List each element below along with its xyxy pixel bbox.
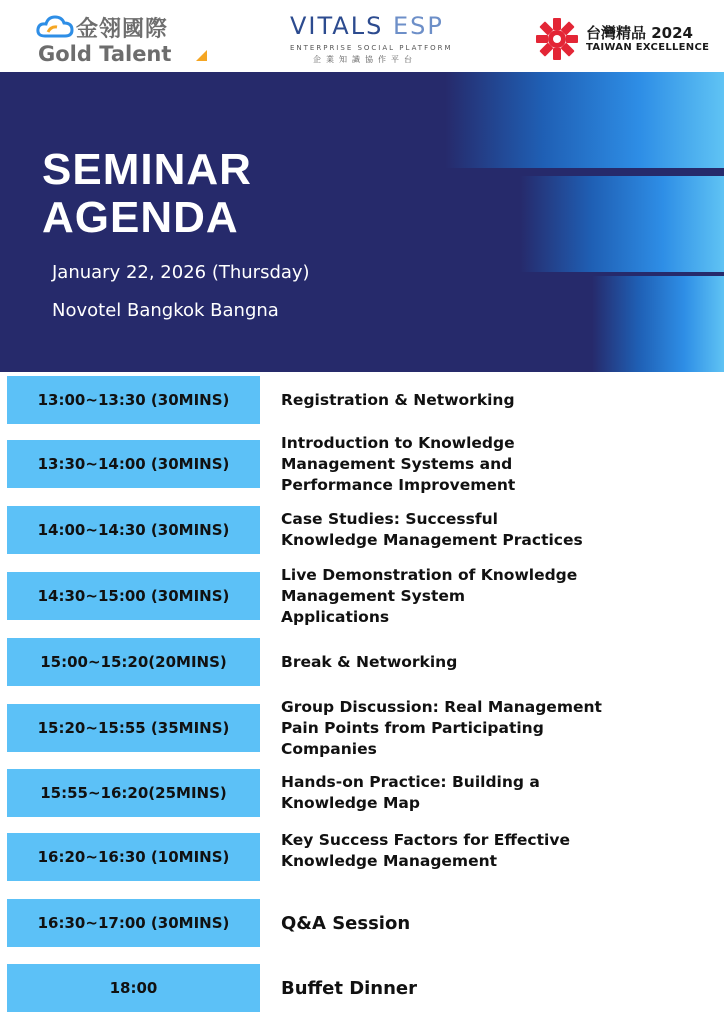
- title-line-1: SEMINAR: [42, 145, 252, 194]
- title-line-2: AGENDA: [42, 193, 239, 242]
- vitals-tagline: ENTERPRISE SOCIAL PLATFORM: [290, 44, 453, 52]
- taiwan-excellence-line1: 台灣精品 2024: [586, 24, 693, 42]
- agenda-time: 16:30~17:00 (30MINS): [7, 899, 260, 947]
- agenda-time: 13:30~14:00 (30MINS): [7, 440, 260, 488]
- agenda-line: Knowledge Management: [281, 852, 498, 870]
- agenda-time: 16:20~16:30 (10MINS): [7, 833, 260, 881]
- agenda-time: 18:00: [7, 964, 260, 1012]
- agenda-description: [281, 694, 681, 762]
- agenda-time: 14:30~15:00 (30MINS): [7, 572, 260, 620]
- taiwan-excellence-line2: TAIWAN EXCELLENCE: [586, 42, 710, 53]
- agenda-time: 15:55~16:20(25MINS): [7, 769, 260, 817]
- agenda-line: Knowledge Management Practices: [281, 531, 583, 549]
- agenda-line: Buffet Dinner: [281, 977, 418, 999]
- agenda-time: 15:00~15:20(20MINS): [7, 638, 260, 686]
- agenda-line: Introduction to Knowledge: [281, 433, 515, 452]
- taiwan-excellence-mark-icon: [534, 16, 580, 62]
- hero-banner: [0, 72, 724, 372]
- vitals-brand-main: VITALS: [290, 12, 384, 40]
- agenda-line: Applications: [281, 607, 390, 626]
- hero-stripe-bottom: [592, 276, 724, 372]
- vitals-brand: [290, 12, 444, 40]
- header-logo-bar: [0, 0, 724, 72]
- cloud-icon: [36, 14, 74, 40]
- gold-triangle-icon: [196, 50, 207, 61]
- agenda-line: Group Discussion: Real Management: [281, 697, 602, 716]
- agenda-line: Live Demonstration of Knowledge: [281, 565, 578, 584]
- agenda-description: [281, 899, 681, 947]
- event-venue: Novotel Bangkok Bangna: [52, 300, 279, 321]
- agenda-time: 14:00~14:30 (30MINS): [7, 506, 260, 554]
- vitals-tagline-cn: 企業知識協作平台: [313, 55, 417, 64]
- agenda-description: [281, 506, 681, 554]
- agenda-line: Break & Networking: [281, 652, 458, 671]
- agenda-description: [281, 430, 681, 498]
- agenda-line: Key Success Factors for Effective: [281, 831, 570, 849]
- hero-stripe-top: [445, 72, 724, 168]
- agenda-description: [281, 562, 681, 630]
- agenda-line: Management Systems and: [281, 454, 513, 473]
- agenda-line: Q&A Session: [281, 912, 411, 934]
- agenda-line: Registration & Networking: [281, 390, 515, 409]
- vitals-esp-logo: [290, 12, 453, 65]
- gold-talent-chinese: 金翎國際: [76, 17, 169, 42]
- agenda-description: [281, 964, 681, 1012]
- agenda-line: Knowledge Map: [281, 794, 420, 812]
- agenda-description: [281, 638, 681, 686]
- agenda-line: Hands-on Practice: Building a: [281, 773, 540, 791]
- page-title: [42, 146, 252, 242]
- vitals-brand-suffix: ESP: [392, 12, 444, 40]
- agenda-line: Case Studies: Successful: [281, 510, 498, 528]
- gold-talent-english: Gold Talent: [38, 42, 172, 66]
- agenda-description: [281, 769, 681, 817]
- agenda-time: 13:00~13:30 (30MINS): [7, 376, 260, 424]
- agenda-time: 15:20~15:55 (35MINS): [7, 704, 260, 752]
- agenda-line: Companies: [281, 739, 377, 758]
- agenda-line: Performance Improvement: [281, 475, 516, 494]
- hero-stripe-middle: [520, 176, 724, 272]
- event-date: January 22, 2026 (Thursday): [52, 262, 310, 283]
- agenda-description: [281, 376, 681, 424]
- agenda-line: Pain Points from Participating: [281, 718, 544, 737]
- agenda-description: [281, 827, 681, 875]
- agenda-line: Management System: [281, 586, 466, 605]
